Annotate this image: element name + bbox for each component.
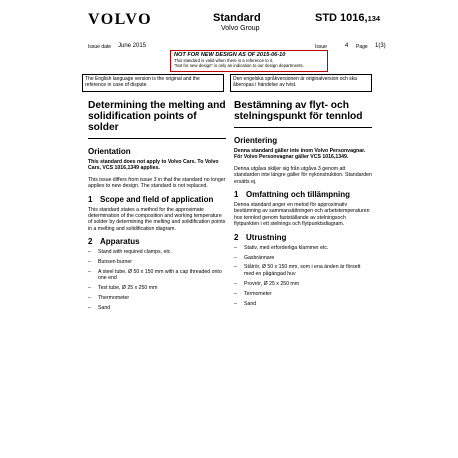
list-item-text: Thermometer [98,295,130,302]
standard-number-revision: 134 [367,14,381,23]
issue-date-value: June 2015 [118,43,147,49]
section-2-number-sv: 2 [234,232,239,242]
section-1-text-sv: Denna standard anger en metod för approximativ bestämning av sammansättningen och arbetstemperaturen hos tennlod genom fastställande av stelningsoch flytpunkten i ett stelnings och flytpunktsdiagram. [234,202,370,228]
list-item: – Stålrör, Ø 50 x 150 mm, som i ena änden är försett med en pågängad huv [234,264,372,277]
list-item: – Sand [234,300,257,307]
section-1-heading [88,195,226,204]
standard-label: Standard [213,12,261,24]
list-item: – Test tube, Ø 25 x 250 mm [88,285,158,292]
document-title-english: Determining the melting and solidification points of solder [88,100,226,133]
list-item-text: Bunsen burner [98,259,133,266]
list-item-text: Provrör, Ø 25 x 250 mm [244,280,300,287]
section-1-title: Scope and field of application [100,194,214,204]
list-item-text: Stand with required clamps, etc. [98,249,172,256]
section-1-text: This standard states a method for the approximate determination of the composition and working temperature of solder by determining the melting and solidification points in a melting and solidification diagram. [88,206,226,232]
list-item-text: Test tube, Ø 25 x 250 mm [98,285,158,292]
section-2-title-sv: Utrustning [246,232,287,242]
notice-line-2: "Not for new design" is only an indication to our design departments. [174,63,304,68]
orientation-heading: Orientation [88,147,131,156]
not-for-new-design-notice [170,50,328,72]
swedish-column [234,100,372,311]
standard-number [315,12,380,24]
list-item: – Stativ, med erforderliga klammer etc. [234,244,329,251]
issue-value: 4 [345,43,349,49]
section-1-number-sv: 1 [234,190,239,200]
list-item-text: Stålrör, Ø 50 x 150 mm, som i ena änden är försett med en pågängad huv [244,264,361,277]
list-item: – Thermometer [88,295,130,302]
section-1-heading-sv [234,190,372,199]
language-notice-swedish: Den engelska språkversionen är originalversion och ska åberopas i händelse av tvist. [230,74,372,92]
group-label: Volvo Group [221,25,260,32]
notice-title: NOT FOR NEW DESIGN AS OF 2015-06-10 [174,52,286,58]
notice-line-1: This standard is valid when there is a reference to it. [174,58,274,63]
language-notice-english: The English language version is the original and the reference in case of dispute. [82,74,224,92]
list-item-text: A steel tube, Ø 50 x 150 mm with a cap threaded onto one end [98,269,222,282]
orientering-text: Denna utgåva skiljer sig från utgåva 3 genom att standarden inte längre gäller för nykonstruktion. Standarden ersätts ej. [234,165,372,185]
english-column [88,100,226,315]
apparatus-list [88,249,226,311]
list-item: – Gasbrännare [234,254,275,261]
section-2-number: 2 [88,237,93,247]
list-item: – A steel tube, Ø 50 x 150 mm with a cap threaded onto one end [88,269,226,282]
utrustning-list [234,245,372,307]
issue-label: Issue [315,44,327,50]
list-item-text: Gasbrännare [244,254,275,261]
orientering-bold-text: Denna standard gäller inte inom Volvo Personvagnar. För Volvo Personvagnar gäller VCS 1016,1349. [234,148,366,161]
list-item-text: Sand [244,300,257,307]
list-item-text: Termometer [244,290,272,297]
standard-number-main: STD 1016, [315,12,368,24]
orientation-bold-text: This standard does not apply to Volvo Cars. To Volvo Cars, VCS 1016,1349 applies. [88,159,219,172]
list-item: – Sand [88,305,111,312]
section-2-title: Apparatus [100,237,140,247]
document-title-swedish: Bestämning av flyt- och stelningspunkt för tennlod [234,100,363,122]
issue-date-label: Issue date [88,44,112,50]
list-item-text: Sand [98,305,111,312]
list-item: – Bunsen burner [88,259,133,266]
list-item: – Stand with required clamps, etc. [88,249,172,256]
volvo-logo: VOLVO [88,11,153,28]
title-divider [88,138,226,139]
page-label: Page [356,44,368,50]
page-value: 1(3) [375,43,386,49]
section-1-number: 1 [88,194,93,204]
section-1-title-sv: Omfattning och tillämpning [246,190,350,200]
section-2-heading-sv [234,233,372,242]
section-2-heading [88,237,226,246]
title-divider [234,127,372,128]
list-item-text: Stativ, med erforderliga klammer etc. [244,244,329,251]
list-item: – Provrör, Ø 25 x 250 mm [234,280,300,287]
orientation-text: This issue differs from issue 3 in that the standard no longer applies to new design. The standard is not replaced. [88,176,226,190]
list-item: – Termometer [234,290,272,297]
orientering-heading: Orientering [234,136,278,145]
